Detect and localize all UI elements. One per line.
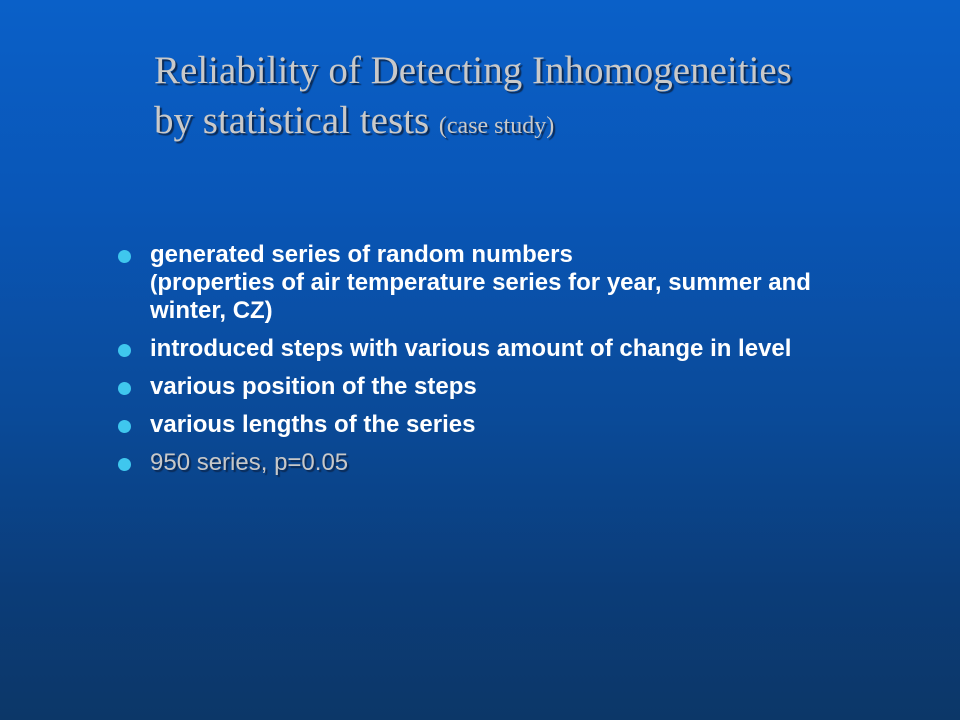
bullet-item-3 — [118, 373, 848, 401]
bullet-1-rest: properties of air temperature series for year, summer and winter, CZ) — [150, 269, 811, 324]
title-line-1: Reliability of Detecting Inhomogeneities — [154, 49, 792, 92]
bullet-2-text: introduced steps with various amount of change in level — [150, 335, 792, 362]
bullet-1-text: generated series of random numbers — [150, 241, 573, 268]
bullet-dot-icon — [118, 458, 131, 471]
bullet-1-paren: ( — [150, 270, 158, 295]
bullet-3-text: various position of the steps — [150, 373, 477, 400]
bullet-dot-icon — [118, 420, 131, 433]
bullet-list — [118, 241, 848, 487]
title-subtitle: (case study) — [438, 113, 555, 139]
title-line-2-main: by statistical tests — [154, 99, 439, 142]
bullet-4-text: various lengths of the series — [150, 411, 476, 438]
bullet-item-1 — [118, 241, 848, 325]
bullet-item-4 — [118, 411, 848, 439]
title-line-2 — [154, 96, 934, 151]
bullet-dot-icon — [118, 250, 131, 263]
bullet-dot-icon — [118, 344, 131, 357]
bullet-item-2 — [118, 335, 848, 363]
slide-title — [154, 46, 934, 151]
bullet-item-5 — [118, 449, 848, 477]
bullet-5-text: 950 series, p=0.05 — [150, 449, 349, 476]
bullet-dot-icon — [118, 382, 131, 395]
